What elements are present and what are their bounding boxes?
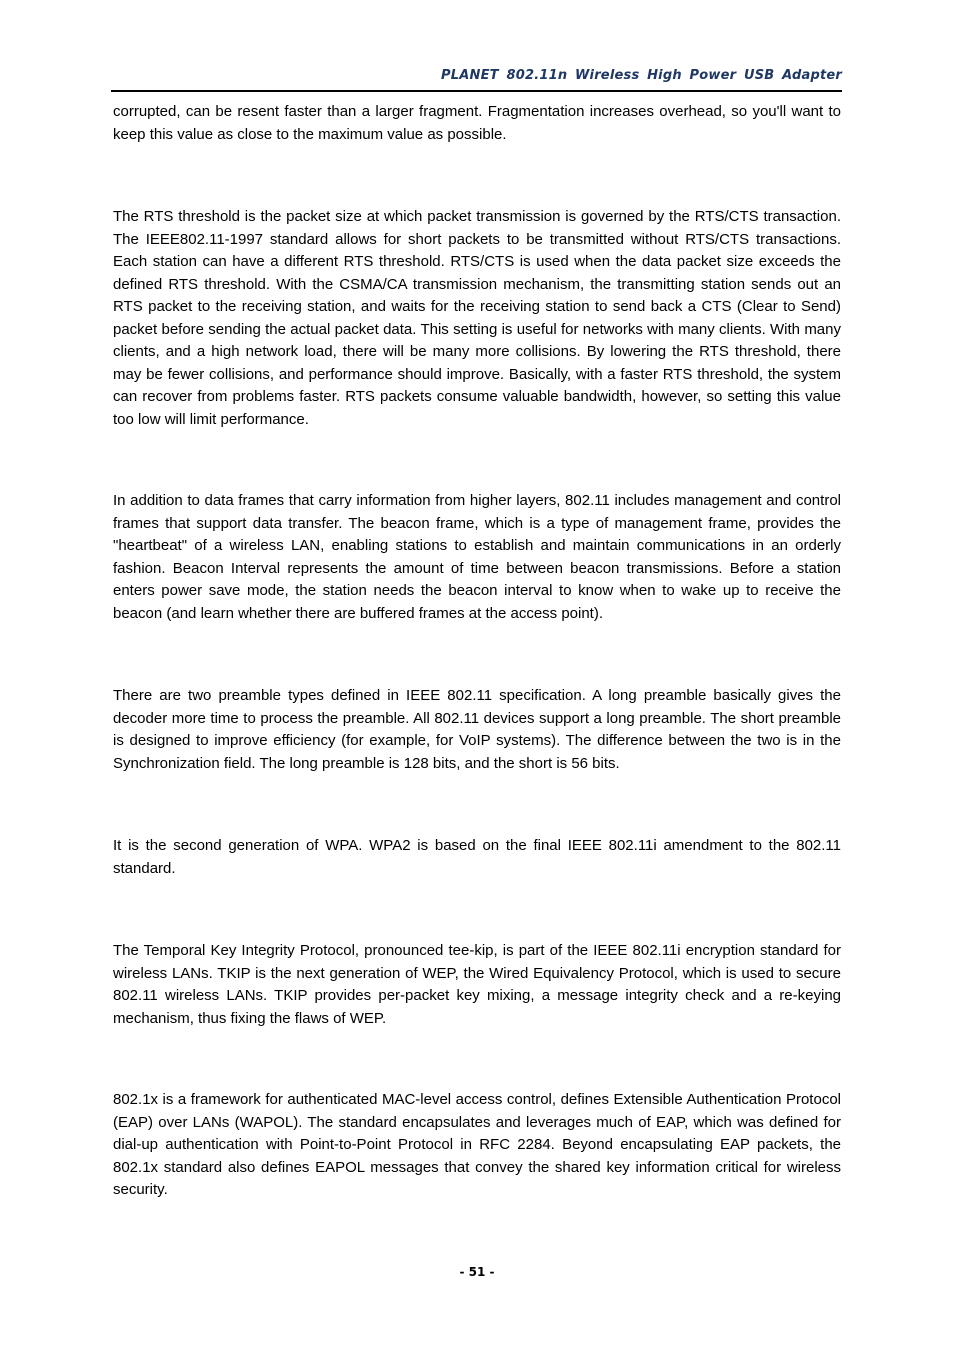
paragraph-tkip: The Temporal Key Integrity Protocol, pronounced tee-kip, is part of the IEEE 802.11i encryption standard for wireless LANs. TKIP is the next generation of WEP, the Wired Equivalency Protocol, which is used to secure 802.11 wireless LANs. TKIP provides per-packet key mixing, a message integrity check and a re-keying mechanism, thus fixing the flaws of WEP. bbox=[113, 942, 841, 1027]
paragraph-wpa2: It is the second generation of WPA. WPA2 is based on the final IEEE 802.11i amendment to the 802.11 standard. bbox=[113, 837, 841, 877]
page-header bbox=[111, 68, 842, 92]
paragraph-beacon-interval: In addition to data frames that carry information from higher layers, 802.11 includes management and control frames that support data transfer. The beacon frame, which is a type of management frame, provides the "heartbeat" of a wireless LAN, enabling stations to establish and maintain communications in an orderly fashion. Beacon Interval represents the amount of time between beacon transmissions. Before a station enters power save mode, the station needs the beacon interval to know when to wake up to receive the beacon (and learn whether there are buffered frames at the access point). bbox=[113, 492, 841, 622]
page-number: - 51 - bbox=[459, 1265, 495, 1279]
header-title: PLANET 802.11n Wireless High Power USB Adapter bbox=[441, 68, 842, 83]
paragraph-802-1x: 802.1x is a framework for authenticated MAC-level access control, defines Extensible Authentication Protocol (EAP) over LANs (WAPOL). The standard encapsulates and leverages much of EAP, which was defined for dial-up authentication with Point-to-Point Protocol in RFC 2284. Beyond encapsulating EAP packets, the 802.1x standard also defines EAPOL messages that convey the shared key information critical for wireless security. bbox=[113, 1091, 841, 1198]
paragraph-preamble: There are two preamble types defined in IEEE 802.11 specification. A long preamble basically gives the decoder more time to process the preamble. All 802.11 devices support a long preamble. The short preamble is designed to improve efficiency (for example, for VoIP systems). The difference between the two is in the Synchronization field. The long preamble is 128 bits, and the short is 56 bits. bbox=[113, 687, 841, 772]
paragraph-fragmentation-continued: corrupted, can be resent faster than a larger fragment. Fragmentation increases overhead, so you'll want to keep this value as close to the maximum value as possible. bbox=[113, 103, 841, 143]
paragraph-rts-threshold: The RTS threshold is the packet size at which packet transmission is governed by the RTS/CTS transaction. The IEEE802.11-1997 standard allows for short packets to be transmitted without RTS/CTS transactions. Each station can have a different RTS threshold. RTS/CTS is used when the data packet size exceeds the defined RTS threshold. With the CSMA/CA transmission mechanism, the transmitting station sends out an RTS packet to the receiving station, and waits for the receiving station to send back a CTS (Clear to Send) packet before sending the actual packet data. This setting is useful for networks with many clients. With many clients, and a high network load, there will be many more collisions. By lowering the RTS threshold, there may be fewer collisions, and performance should improve. Basically, with a faster RTS threshold, the system can recover from problems faster. RTS packets consume valuable bandwidth, however, so setting this value too low will limit performance. bbox=[113, 208, 841, 428]
